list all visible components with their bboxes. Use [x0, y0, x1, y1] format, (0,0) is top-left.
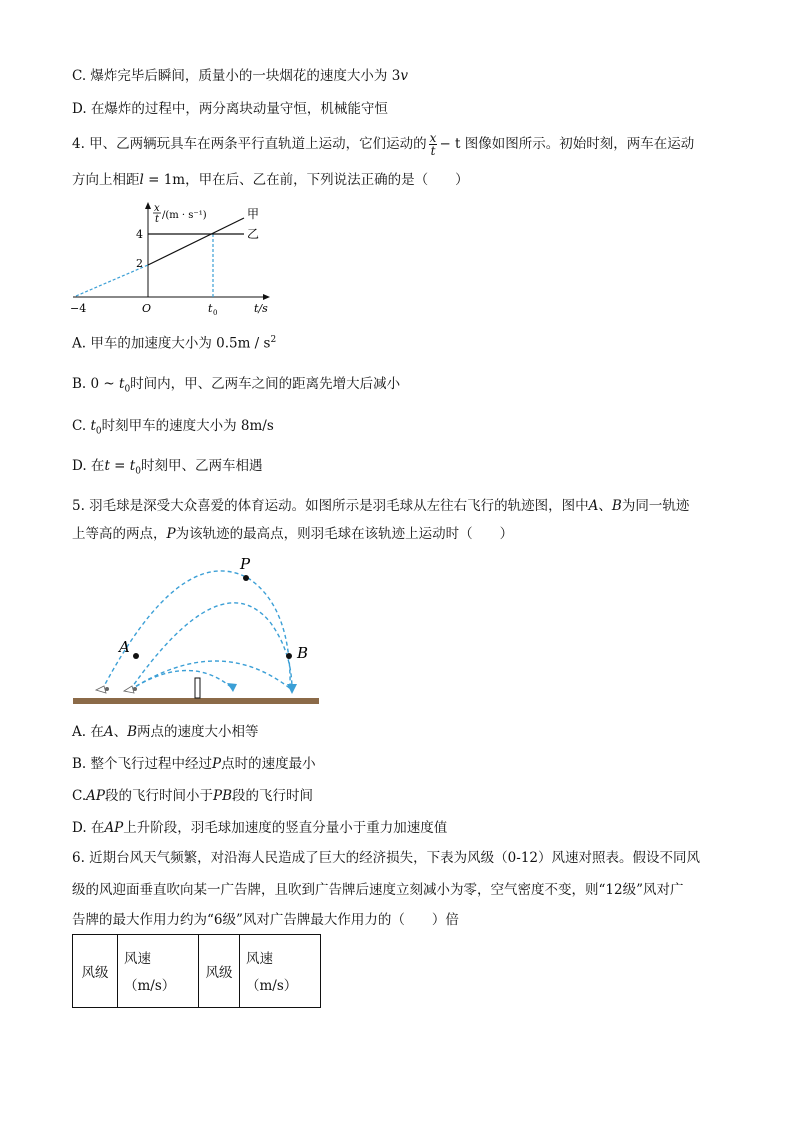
- q4-graph-label-jia: 甲: [247, 207, 260, 221]
- q5-net-post: [195, 678, 200, 698]
- q5-stem-line1: [72, 496, 689, 516]
- q5-option-c: [72, 786, 313, 806]
- q5-option-a-post: 两点的速度大小相等: [137, 724, 259, 740]
- q4-option-a-text: A. 甲车的加速度大小为 0.5m / s: [72, 335, 271, 352]
- q4-option-d-sub: 0: [135, 466, 141, 477]
- q4-graph-tick-label-4: 4: [136, 228, 143, 241]
- q4-option-d-post: 时刻甲、乙两车相遇: [140, 458, 263, 474]
- q4-graph: [68, 200, 288, 320]
- q5-option-a-pre: A. 在: [72, 724, 104, 740]
- q5-option-d-ap: AP: [104, 820, 124, 836]
- q5-option-b-pt-p: P: [212, 756, 222, 772]
- q4-stem-text-b: − t 图像如图所示。初始时刻，两车在运动: [439, 136, 695, 152]
- q6-table-header-speed-2-unit: （m/s）: [246, 978, 298, 994]
- q5-option-b-post: 点时的速度最小: [221, 756, 316, 772]
- q5-stem-text-c: 上等高的两点，: [72, 526, 167, 542]
- q4-graph-y-arrow: [145, 202, 151, 209]
- q4-stem-text-a: 4. 甲、乙两辆玩具车在两条平行直轨道上运动，它们运动的: [72, 136, 427, 152]
- q5-option-c-post: 段的飞行时间: [232, 788, 313, 804]
- q4-graph-x-label: t/s: [254, 302, 268, 315]
- q5-stem-pt-b: B: [611, 498, 622, 514]
- q4-graph-label-yi: 乙: [247, 227, 260, 241]
- q4-stem-frac-den: t: [430, 144, 436, 158]
- q5-shuttlecock-2: [124, 686, 137, 693]
- q5-stem-text-b: 为同一轨迹: [621, 498, 690, 514]
- q6-table-header-speed-2-label: 风速: [246, 951, 273, 967]
- q4-graph-y-label-den: t: [155, 214, 160, 225]
- q4-option-b: [72, 374, 400, 400]
- q4-stem-line2: [72, 170, 469, 190]
- q4-stem-text-c: 方向上相距: [72, 172, 140, 188]
- q4-stem-frac-num: x: [429, 131, 437, 145]
- q6-table-header-level-1: 风级: [73, 935, 118, 1008]
- q4-stem-text-d: = 1m，甲在后、乙在前，下列说法正确的是（ ）: [143, 172, 469, 188]
- q5-stem-pt-a: A: [588, 498, 599, 514]
- q5-option-b-pre: B. 整个飞行过程中经过: [72, 756, 213, 772]
- q4-graph-tick-label-2: 2: [136, 257, 143, 270]
- q4-stem-line1: [72, 132, 694, 157]
- q4-stem-fraction: [429, 132, 438, 157]
- q5-point-b-dot: [286, 653, 292, 659]
- q5-option-a-mid: 、: [113, 724, 128, 740]
- q5-option-a-pt-b: B: [127, 724, 138, 740]
- q5-arrow-1: [287, 684, 297, 694]
- q5-option-a: [72, 722, 259, 742]
- q6-table-header-speed-1-unit: （m/s）: [124, 978, 176, 994]
- q4-option-a-sup: 2: [270, 335, 277, 345]
- q5-figure: [70, 552, 330, 712]
- q5-arrow-2: [227, 683, 237, 692]
- q6-wind-table: [72, 934, 321, 1008]
- q5-stem-text-a: 5. 羽毛球是深受大众喜爱的体育运动。如图所示是羽毛球从左往右飞行的轨迹图，图中: [72, 498, 589, 514]
- q6-table-header-speed-2: [240, 935, 321, 1008]
- q6-stem-line2: 级的风迎面垂直吹向某一广告牌，且吹到广告牌后速度立刻减小为零，空气密度不变，则“12级”风对广: [72, 882, 684, 898]
- q5-option-c-pb: PB: [212, 788, 232, 804]
- q4-graph-x-arrow: [263, 294, 270, 300]
- q4-graph-y-label-num: x: [154, 203, 160, 214]
- q4-option-c-sub: 0: [95, 426, 102, 437]
- q6-table-header-speed-1: [118, 935, 199, 1008]
- q4-graph-tick-t0-sub: 0: [213, 309, 218, 317]
- q6-table-header-speed-1-label: 风速: [124, 951, 151, 967]
- q4-option-d-pre: D. 在: [72, 458, 105, 474]
- q4-option-d-t2: t: [129, 458, 136, 474]
- q5-stem-sep: 、: [598, 498, 612, 514]
- q5-option-d-post: 上升阶段，羽毛球加速度的竖直分量小于重力加速度值: [123, 820, 448, 836]
- q3-option-c-var: v: [400, 68, 408, 84]
- q5-stem-pt-p: P: [166, 526, 176, 542]
- q5-shuttlecock-1: [96, 686, 109, 693]
- q4-graph-tick-t0: t: [208, 302, 213, 315]
- table-row: [73, 935, 321, 1008]
- q4-option-c: [72, 416, 274, 442]
- q4-option-c-pre: C.: [72, 418, 91, 434]
- q6-stem-line3: 告牌的最大作用力约为“6级”风对广告牌最大作用力的（ ）倍: [72, 912, 459, 928]
- q4-option-d-t: t: [104, 458, 110, 474]
- q4-graph-origin: O: [142, 302, 152, 315]
- q4-option-d-eq: =: [109, 458, 130, 474]
- q5-stem-text-d: 为该轨迹的最高点，则羽毛球在该轨迹上运动时（ ）: [175, 526, 514, 542]
- q3-option-c-text: C. 爆炸完毕后瞬间，质量小的一块烟花的速度大小为 3: [72, 68, 401, 84]
- q4-option-b-t: t: [119, 376, 125, 392]
- q5-option-c-pre: C.: [72, 788, 87, 804]
- q3-option-d: D. 在爆炸的过程中，两分离块动量守恒，机械能守恒: [72, 101, 388, 117]
- q4-option-c-t: t: [90, 418, 96, 434]
- q5-trajectory-second: [130, 603, 292, 690]
- q5-option-d-pre: D. 在: [72, 820, 105, 836]
- q6-stem-line1: 6. 近期台风天气频繁，对沿海人民造成了巨大的经济损失，下表为风级（0-12）风速对照表。假设不同风: [72, 850, 700, 866]
- q4-graph-line-jia: [148, 218, 244, 265]
- q5-ground: [73, 698, 319, 704]
- q3-option-c: [72, 66, 408, 86]
- q5-point-p-label: P: [240, 555, 251, 573]
- q4-graph-y-unit: /(m · s⁻¹): [162, 210, 207, 221]
- q4-option-b-post: 时间内，甲、乙两车之间的距离先增大后减小: [130, 376, 401, 392]
- q5-point-a-dot: [133, 653, 139, 659]
- q5-point-a-label: A: [119, 638, 130, 656]
- q5-option-b: [72, 754, 316, 774]
- q4-option-d: [72, 456, 262, 482]
- q4-graph-tick-label-neg4: −4: [70, 302, 87, 315]
- q4-stem-var-l: l: [139, 172, 144, 188]
- q6-table-header-level-2: 风级: [199, 935, 240, 1008]
- q5-point-p-dot: [243, 575, 249, 581]
- q4-option-a: [72, 330, 276, 354]
- q5-option-c-mid: 段的飞行时间小于: [104, 788, 213, 804]
- q5-option-d: [72, 818, 447, 838]
- q5-trajectory-main: [102, 571, 290, 690]
- q4-option-c-post: 时刻甲车的速度大小为 8m/s: [101, 418, 274, 434]
- q5-point-b-label: B: [297, 644, 309, 662]
- q5-option-c-ap: AP: [86, 788, 105, 804]
- q4-option-b-pre: B. 0 ~: [72, 376, 119, 392]
- q5-option-a-pt-a: A: [103, 724, 114, 740]
- q4-option-b-sub: 0: [124, 384, 131, 395]
- q5-stem-line2: [72, 524, 513, 544]
